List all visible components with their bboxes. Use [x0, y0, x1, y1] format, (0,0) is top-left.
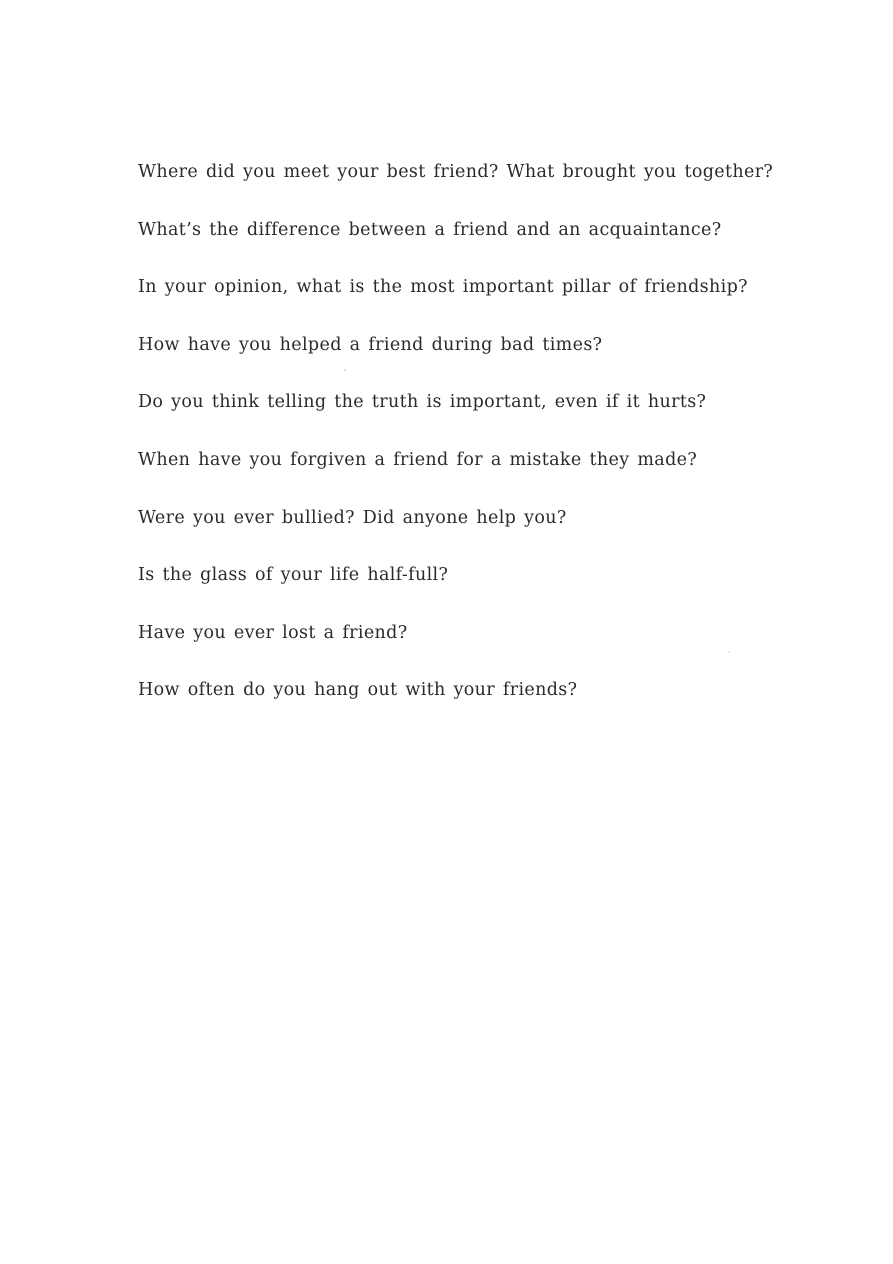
question-item: What’s the difference between a friend and an acquaintance? — [138, 219, 722, 240]
question-item: Were you ever bullied? Did anyone help you? — [138, 507, 567, 528]
scan-speck — [728, 651, 730, 653]
question-item: Is the glass of your life half-full? — [138, 565, 449, 586]
question-item: In your opinion, what is the most important pillar of friendship? — [138, 277, 748, 298]
question-item: Where did you meet your best friend? What brought you together? — [138, 162, 774, 182]
question-item: How often do you hang out with your friends? — [138, 680, 578, 701]
question-item: Do you think telling the truth is important, even if it hurts? — [138, 392, 707, 413]
scan-speck — [344, 369, 346, 371]
question-list — [138, 158, 838, 734]
question-item: When have you forgiven a friend for a mistake they made? — [138, 449, 698, 470]
question-item: How have you helped a friend during bad times? — [138, 334, 603, 355]
question-item: Have you ever lost a friend? — [138, 622, 408, 643]
scan-speck — [757, 116, 758, 117]
